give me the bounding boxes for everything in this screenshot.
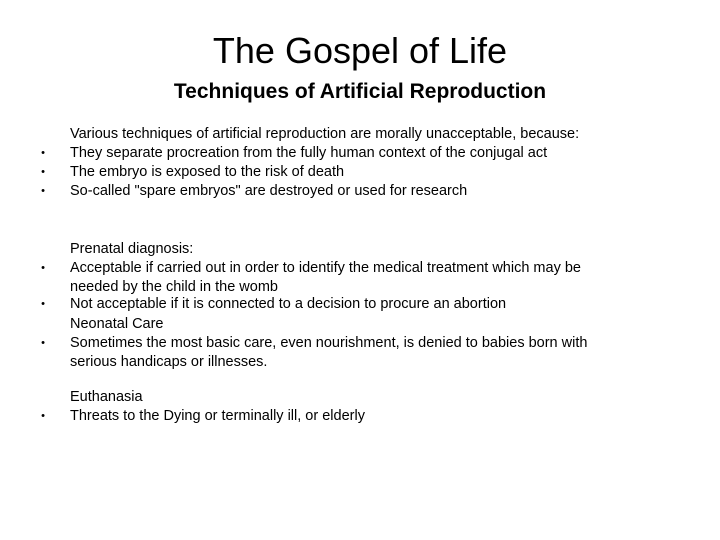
bullet-icon: • [41, 298, 45, 310]
section-heading: Prenatal diagnosis: [70, 241, 194, 257]
list-item: • Threats to the Dying or terminally ill, or elderly [0, 407, 720, 426]
bullet-icon: • [41, 147, 45, 159]
bullet-icon: • [41, 185, 45, 197]
slide-subtitle: Techniques of Artificial Reproduction [173, 80, 547, 103]
list-item-continuation: serious handicaps or illnesses. [70, 354, 268, 370]
bullet-icon: • [41, 262, 45, 274]
list-item: • So-called "spare embryos" are destroyed or used for research [0, 182, 720, 201]
section-euthanasia [0, 388, 720, 426]
bullet-icon: • [41, 166, 45, 178]
section-heading: Neonatal Care [70, 316, 164, 332]
section-artificial-reproduction [0, 125, 720, 201]
list-item: • They separate procreation from the fully human context of the conjugal act [0, 144, 720, 163]
list-item: • Not acceptable if it is connected to a decision to procure an abortion [0, 295, 720, 314]
section-prenatal-diagnosis [0, 240, 720, 314]
list-item-continuation: needed by the child in the womb [70, 279, 278, 295]
bullet-icon: • [41, 337, 45, 349]
section-neonatal-care [0, 315, 720, 370]
slide-title: The Gospel of Life [212, 30, 508, 71]
section-heading: Euthanasia [70, 389, 143, 405]
list-item: • Sometimes the most basic care, even nourishment, is denied to babies born with [0, 334, 720, 353]
bullet-icon: • [41, 410, 45, 422]
section-heading: Various techniques of artificial reproduction are morally unacceptable, because: [70, 126, 580, 142]
list-item: • Acceptable if carried out in order to identify the medical treatment which may be [0, 259, 720, 278]
list-item: • The embryo is exposed to the risk of death [0, 163, 720, 182]
